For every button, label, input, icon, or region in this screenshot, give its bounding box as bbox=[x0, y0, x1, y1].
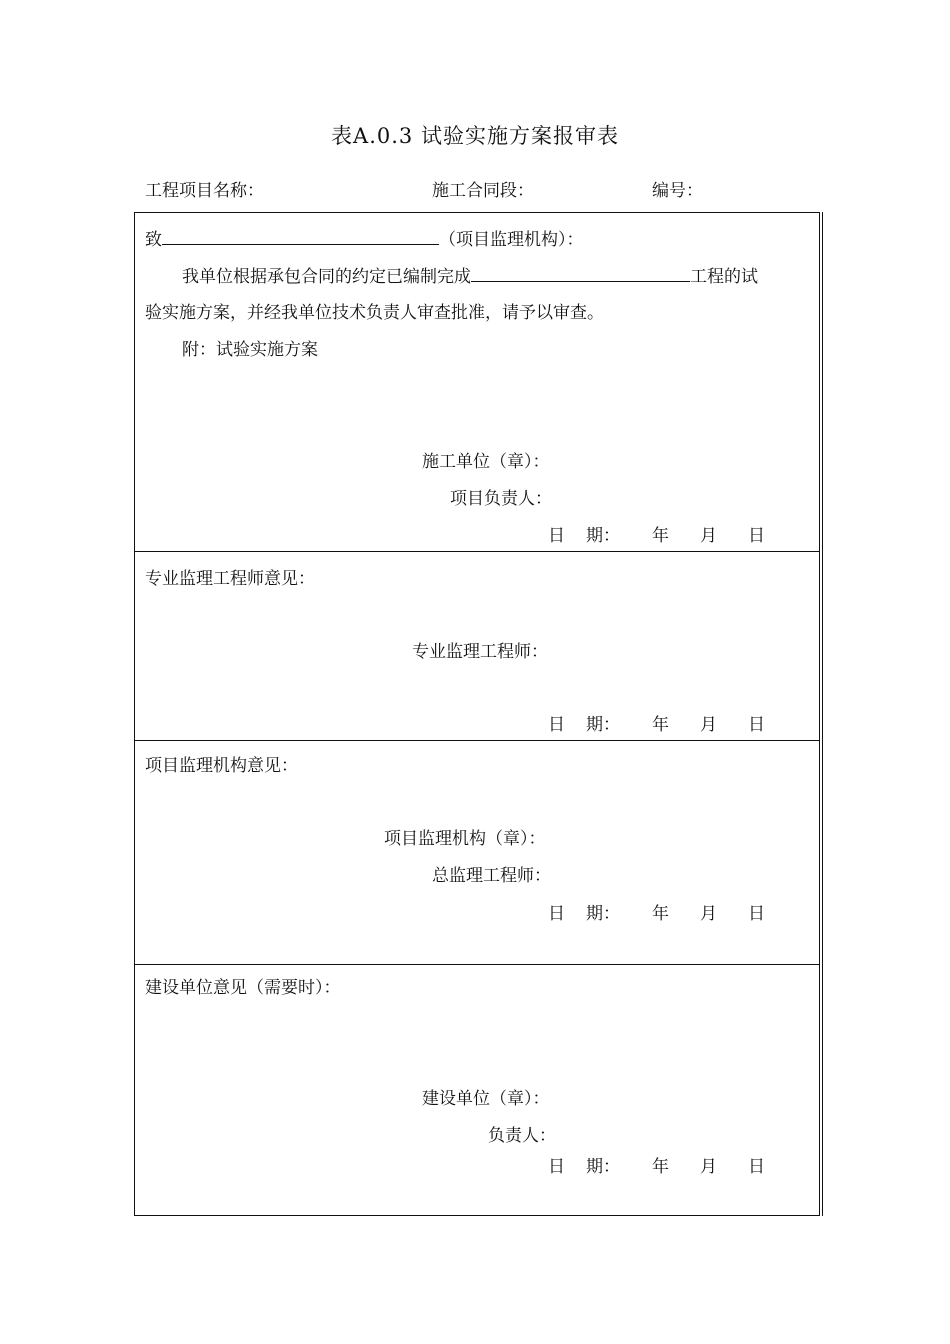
body-line-1 bbox=[182, 262, 758, 287]
date-year-label: 年 bbox=[652, 715, 669, 735]
specialist-opinion-heading: 专业监理工程师意见： bbox=[145, 569, 315, 589]
number-label: 编号： bbox=[652, 181, 703, 201]
date-day-char: 日 bbox=[548, 715, 565, 735]
supervision-org-section bbox=[135, 740, 819, 964]
date-day-char: 日 bbox=[548, 904, 565, 924]
project-name-label: 工程项目名称： bbox=[145, 181, 264, 201]
owner-section bbox=[135, 964, 819, 1217]
date-year-label: 年 bbox=[652, 526, 669, 546]
date-period-label: 期： bbox=[586, 526, 620, 546]
addressee-line bbox=[145, 225, 584, 250]
owner-responsible-label: 负责人： bbox=[488, 1126, 556, 1146]
date-line bbox=[135, 710, 821, 735]
attachment-note: 附：试验实施方案 bbox=[182, 340, 318, 360]
contractor-submission-section bbox=[135, 213, 819, 551]
specialist-engineer-label: 专业监理工程师： bbox=[412, 642, 548, 662]
owner-seal-label: 建设单位（章）： bbox=[422, 1089, 550, 1109]
date-day-label: 日 bbox=[748, 526, 765, 546]
date-month-label: 月 bbox=[700, 715, 717, 735]
date-day-char: 日 bbox=[548, 526, 565, 546]
body-text-part1: 我单位根据承包合同的约定已编制完成 bbox=[182, 267, 471, 287]
to-prefix: 致 bbox=[145, 230, 162, 250]
date-line bbox=[135, 521, 821, 546]
project-name-blank[interactable] bbox=[471, 263, 690, 282]
contract-section-label: 施工合同段： bbox=[432, 181, 534, 201]
review-form-table bbox=[134, 212, 820, 1216]
body-line-2: 验实施方案，并经我单位技术负责人审查批准，请予以审查。 bbox=[145, 303, 604, 323]
date-period-label: 期： bbox=[586, 715, 620, 735]
date-day-label: 日 bbox=[748, 715, 765, 735]
date-year-label: 年 bbox=[652, 904, 669, 924]
date-day-label: 日 bbox=[748, 1157, 765, 1177]
contractor-seal-label: 施工单位（章）： bbox=[422, 452, 550, 472]
date-month-label: 月 bbox=[700, 526, 717, 546]
date-period-label: 期： bbox=[586, 1157, 620, 1177]
date-year-label: 年 bbox=[652, 1157, 669, 1177]
specialist-engineer-section bbox=[135, 551, 819, 740]
supervision-opinion-heading: 项目监理机构意见： bbox=[145, 756, 298, 776]
date-line bbox=[135, 899, 821, 924]
date-line bbox=[135, 1152, 821, 1177]
owner-opinion-heading: 建设单位意见（需要时）： bbox=[145, 978, 341, 998]
date-month-label: 月 bbox=[700, 1157, 717, 1177]
project-manager-label: 项目负责人： bbox=[450, 489, 552, 509]
form-title: 表A.0.3 试验实施方案报审表 bbox=[331, 124, 619, 148]
chief-engineer-label: 总监理工程师： bbox=[432, 866, 551, 886]
supervision-org-blank[interactable] bbox=[162, 226, 439, 245]
date-period-label: 期： bbox=[586, 904, 620, 924]
to-suffix: （项目监理机构）： bbox=[439, 230, 584, 250]
body-text-part2: 工程的试 bbox=[690, 267, 758, 287]
date-day-label: 日 bbox=[748, 904, 765, 924]
date-day-char: 日 bbox=[548, 1157, 565, 1177]
date-month-label: 月 bbox=[700, 904, 717, 924]
supervision-seal-label: 项目监理机构（章）： bbox=[384, 829, 546, 849]
